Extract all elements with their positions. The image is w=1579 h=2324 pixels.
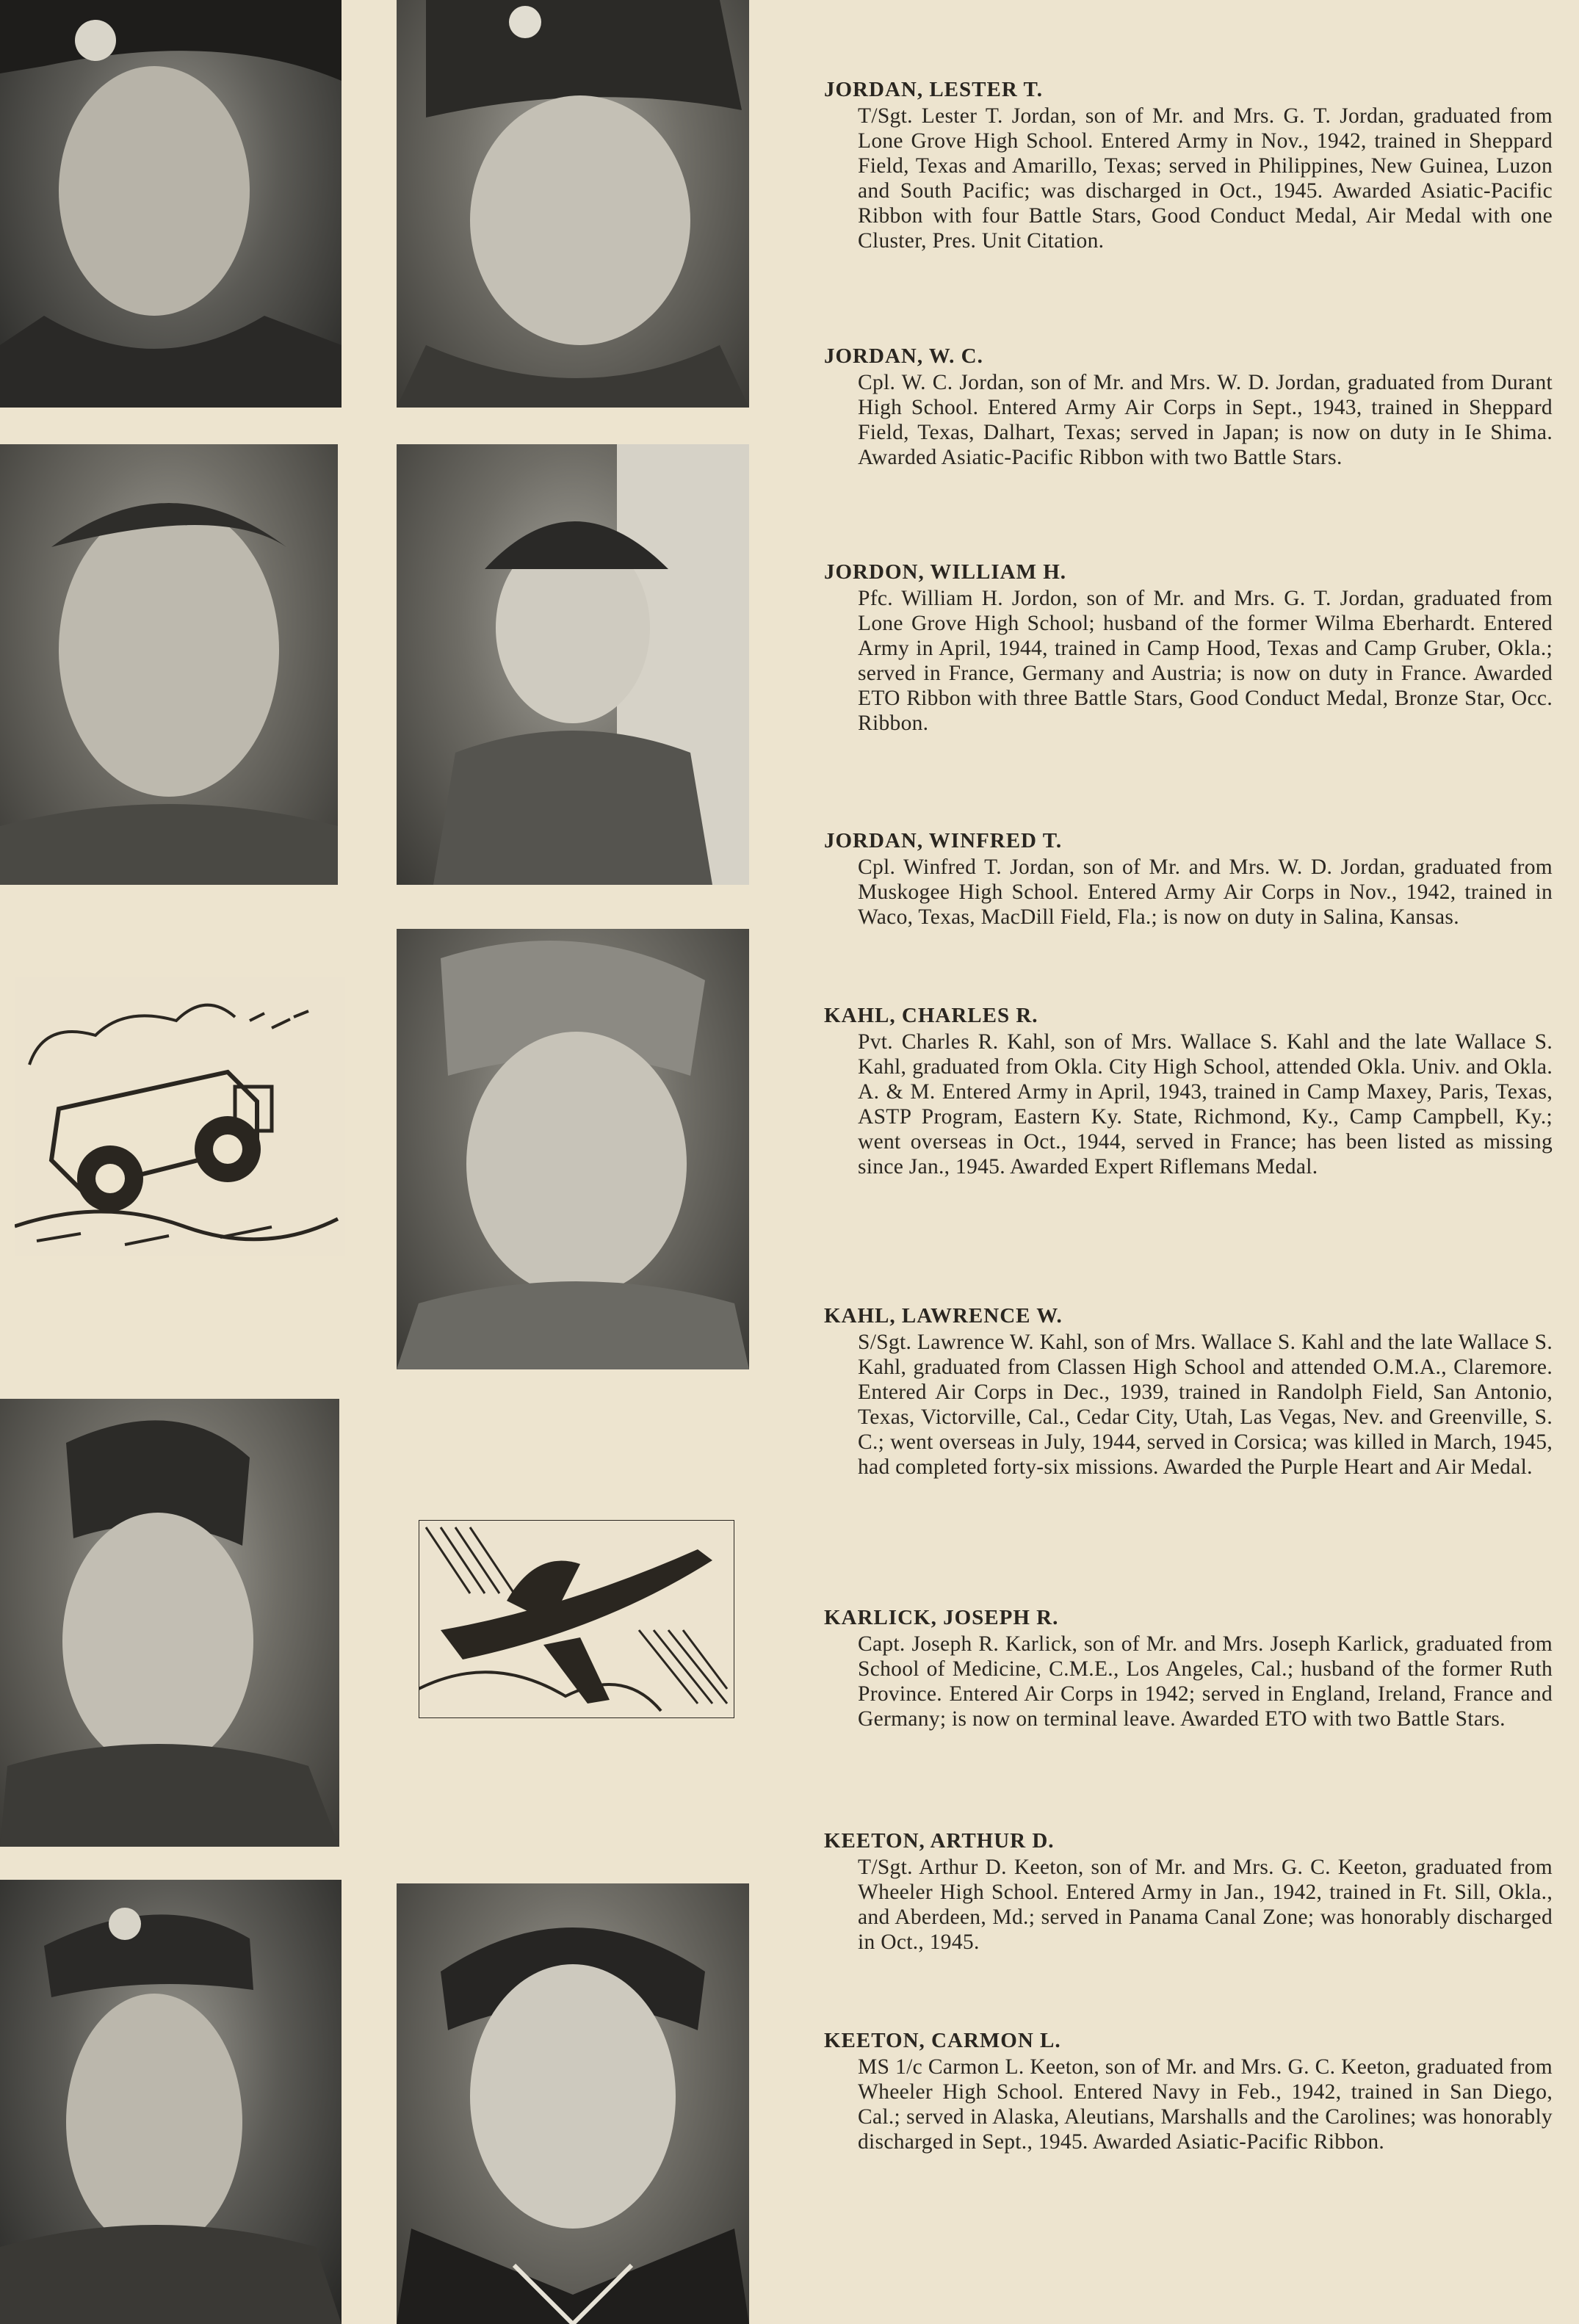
entry-text: Cpl. W. C. Jordan, son of Mr. and Mrs. W. D. Jordan, graduated from Durant High School. Entered Army Air Corps in Sept., 1943, trained in Sheppard Field, Texas, Dalhart, Texas; served in Japan; is now on duty in Ie Shima. Awarded Asiatic-Pacific Ribbon with two Battle Stars. xyxy=(858,371,1553,469)
entry-kahl-lawrence xyxy=(824,1303,1553,1480)
entry-text: T/Sgt. Arthur D. Keeton, son of Mr. and Mrs. G. C. Keeton, graduated from Wheeler High School. Entered Army in Jan., 1942, trained in Ft. Sill, Okla., and Aberdeen, Md.; served in Panama Canal Zone; was honorably discharged in Oct., 1945. xyxy=(858,1856,1553,1954)
entry-name: JORDAN, LESTER T. xyxy=(824,78,1043,101)
entry-karlick-joseph xyxy=(824,1605,1553,1731)
portrait-photo-2 xyxy=(397,0,749,408)
portrait-photo-5 xyxy=(397,929,749,1369)
entry-text: T/Sgt. Lester T. Jordan, son of Mr. and Mrs. G. T. Jordan, graduated from Lone Grove High School. Entered Army in Nov., 1942, trained in Sheppard Field, Texas and Amarillo, Texas; served in Philippines, New Guinea, Luzon and South Pacific; was discharged in Oct., 1945. Awarded Asiatic-Pacific Ribbon with four Battle Stars, Good Conduct Medal, Air Medal with one Cluster, Pres. Unit Citation. xyxy=(858,104,1553,253)
entry-name: KEETON, ARTHUR D. xyxy=(824,1829,1055,1853)
jeep-illustration xyxy=(15,977,345,1256)
portrait-photo-4 xyxy=(397,444,749,885)
entry-text: MS 1/c Carmon L. Keeton, son of Mr. and Mrs. G. C. Keeton, graduated from Wheeler High School. Entered Navy in Feb., 1942, trained in San Diego, Cal.; served in Alaska, Aleutians, Marshalls and the Carolines; was honorably discharged in Sept., 1945. Awarded Asiatic-Pacific Ribbon. xyxy=(858,2055,1553,2154)
entry-keeton-arthur xyxy=(824,1828,1553,1955)
airplane-illustration xyxy=(419,1520,734,1718)
entry-jordan-winfred xyxy=(824,828,1553,930)
portrait-photo-6 xyxy=(0,1399,339,1847)
portrait-photo-8 xyxy=(397,1883,749,2324)
entry-name: KARLICK, JOSEPH R. xyxy=(824,1606,1059,1629)
entry-name: KEETON, CARMON L. xyxy=(824,2029,1061,2052)
entry-name: KAHL, CHARLES R. xyxy=(824,1004,1038,1027)
portrait-photo-7 xyxy=(0,1880,342,2324)
entry-text: Pfc. William H. Jordon, son of Mr. and Mrs. G. T. Jordan, graduated from Lone Grove High School; husband of the former Wilma Eberhardt. Entered Army in April, 1944, trained in Camp Hood, Texas and Camp Gruber, Okla.; served in France, Germany and Austria; is now on duty in France. Awarded ETO Ribbon with three Battle Stars, Good Conduct Medal, Bronze Star, Occ. Ribbon. xyxy=(858,587,1553,735)
entry-text: S/Sgt. Lawrence W. Kahl, son of Mrs. Wallace S. Kahl and the late Wallace S. Kahl, graduated from Classen High School and attended O.M.A., Claremore. Entered Air Corps in Dec., 1939, trained in Randolph Field, San Antonio, Texas, Victorville, Cal., Cedar City, Utah, Las Vegas, Nev. and Greenville, S. C.; went overseas in July, 1944, served in Corsica; was killed in March, 1945, had completed forty-six missions. Awarded the Purple Heart and Air Medal. xyxy=(858,1331,1553,1479)
portrait-photo-3 xyxy=(0,444,338,885)
entry-jordon-william xyxy=(824,560,1553,736)
entry-text: Cpl. Winfred T. Jordan, son of Mr. and Mrs. W. D. Jordan, graduated from Muskogee High School. Entered Army Air Corps in Nov., 1942, trained in Waco, Texas, MacDill Field, Fla.; is now on duty in Salina, Kansas. xyxy=(858,855,1553,929)
entry-name: KAHL, LAWRENCE W. xyxy=(824,1304,1063,1328)
entry-name: JORDAN, W. C. xyxy=(824,344,983,368)
entry-keeton-carmon xyxy=(824,2028,1553,2154)
entry-name: JORDON, WILLIAM H. xyxy=(824,560,1067,584)
entry-jordan-lester xyxy=(824,77,1553,253)
entry-text: Capt. Joseph R. Karlick, son of Mr. and Mrs. Joseph Karlick, graduated from School of Medicine, C.M.E., Los Angeles, Cal.; husband of the former Ruth Province. Entered Air Corps in 1942; served in England, Ireland, France and Germany; is now on terminal leave. Awarded ETO with two Battle Stars. xyxy=(858,1632,1553,1731)
entry-text: Pvt. Charles R. Kahl, son of Mrs. Wallace S. Kahl and the late Wallace S. Kahl, graduated from Okla. City High School, attended Okla. Univ. and Okla. A. & M. Entered Army in April, 1943, trained in Camp Maxey, Paris, Texas, ASTP Program, Eastern Ky. State, Richmond, Ky., Camp Campbell, Ky.; went overseas in Oct., 1944, served in France; has been listed as missing since Jan., 1945. Awarded Expert Riflemans Medal. xyxy=(858,1030,1553,1179)
entry-kahl-charles xyxy=(824,1003,1553,1179)
entry-name: JORDAN, WINFRED T. xyxy=(824,829,1063,853)
portrait-photo-1 xyxy=(0,0,342,408)
entry-jordan-wc xyxy=(824,344,1553,470)
